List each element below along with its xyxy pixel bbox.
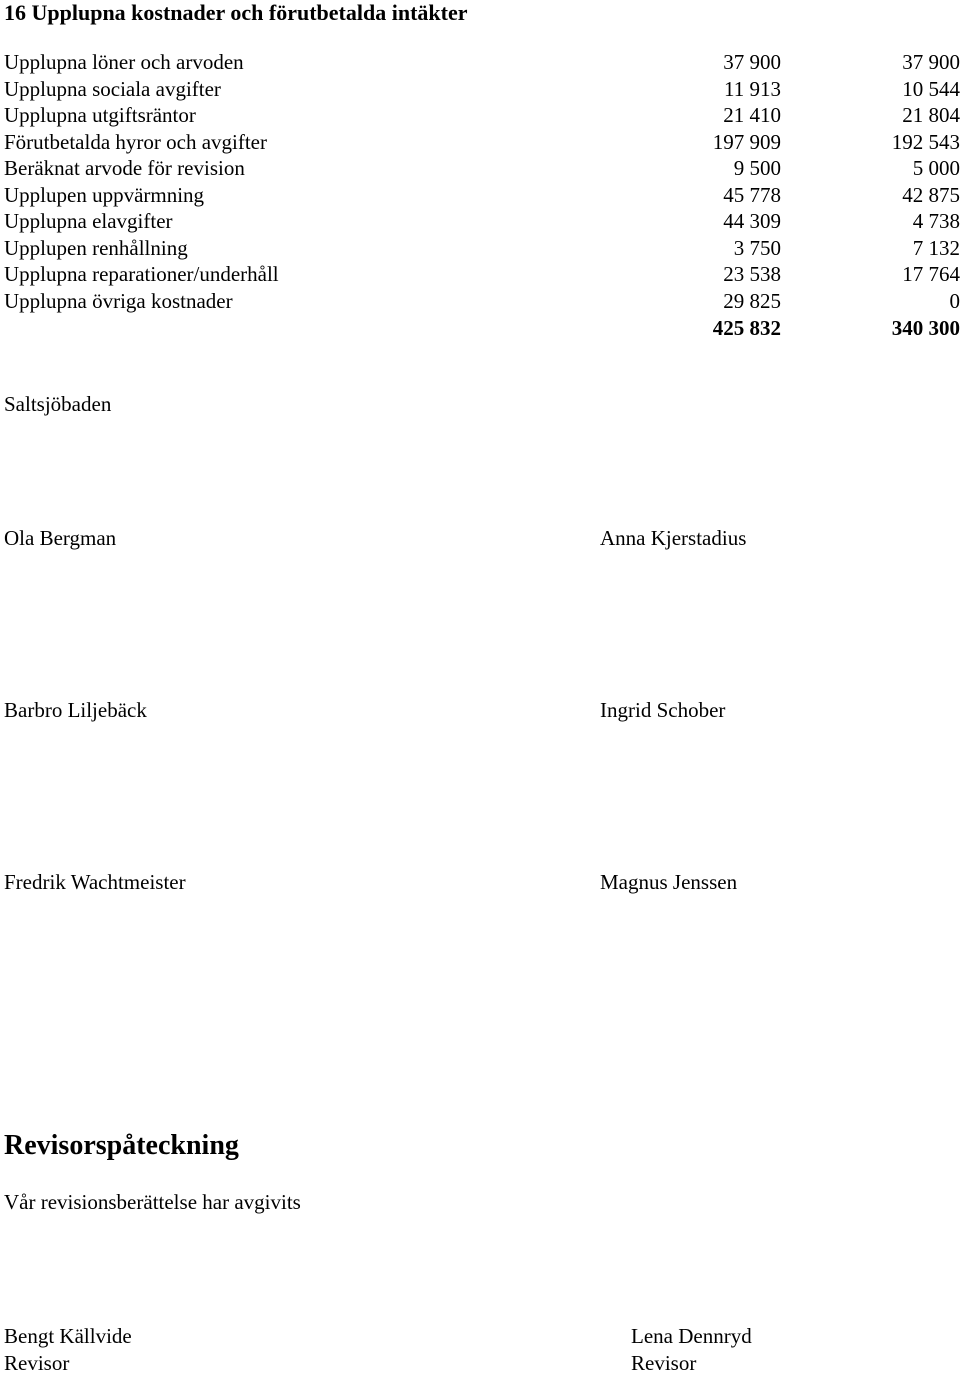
row-label: Upplupna löner och arvoden bbox=[4, 52, 244, 73]
row-label: Upplupna övriga kostnader bbox=[4, 291, 233, 312]
current-year-value: 197 909 bbox=[713, 132, 781, 153]
current-year-value: 37 900 bbox=[723, 52, 781, 73]
table-row bbox=[0, 264, 960, 290]
table-row bbox=[0, 105, 960, 131]
previous-year-value: 5 000 bbox=[913, 158, 960, 179]
total-row bbox=[0, 318, 960, 344]
previous-year-value: 37 900 bbox=[902, 52, 960, 73]
row-label: Beräknat arvode för revision bbox=[4, 158, 245, 179]
signatory-name: Magnus Jenssen bbox=[600, 872, 737, 893]
auditor-signature bbox=[631, 1326, 752, 1374]
current-year-value: 9 500 bbox=[734, 158, 781, 179]
signatory-name: Barbro Liljebäck bbox=[4, 700, 147, 721]
table-row bbox=[0, 291, 960, 317]
signatory-name: Ingrid Schober bbox=[600, 700, 725, 721]
current-year-value: 45 778 bbox=[723, 185, 781, 206]
previous-year-total: 340 300 bbox=[892, 318, 960, 339]
row-label: Förutbetalda hyror och avgifter bbox=[4, 132, 267, 153]
row-label: Upplupen renhållning bbox=[4, 238, 188, 259]
current-year-value: 3 750 bbox=[734, 238, 781, 259]
previous-year-value: 42 875 bbox=[902, 185, 960, 206]
previous-year-value: 10 544 bbox=[902, 79, 960, 100]
table-row bbox=[0, 238, 960, 264]
audit-heading: Revisorspåteckning bbox=[4, 1132, 239, 1160]
table-row bbox=[0, 185, 960, 211]
previous-year-value: 192 543 bbox=[892, 132, 960, 153]
current-year-value: 21 410 bbox=[723, 105, 781, 126]
table-row bbox=[0, 132, 960, 158]
table-row bbox=[0, 158, 960, 184]
current-year-value: 11 913 bbox=[724, 79, 781, 100]
signatory-name: Anna Kjerstadius bbox=[600, 528, 746, 549]
previous-year-value: 0 bbox=[950, 291, 960, 312]
current-year-total: 425 832 bbox=[713, 318, 781, 339]
current-year-value: 29 825 bbox=[723, 291, 781, 312]
audit-statement: Vår revisionsberättelse har avgivits bbox=[4, 1192, 301, 1213]
previous-year-value: 4 738 bbox=[913, 211, 960, 232]
previous-year-value: 21 804 bbox=[902, 105, 960, 126]
auditor-role: Revisor bbox=[4, 1353, 132, 1374]
auditor-role: Revisor bbox=[631, 1353, 752, 1374]
row-label: Upplupna elavgifter bbox=[4, 211, 173, 232]
signing-place: Saltsjöbaden bbox=[4, 394, 111, 415]
auditor-name: Bengt Källvide bbox=[4, 1326, 132, 1347]
table-row bbox=[0, 211, 960, 237]
auditor-signature bbox=[4, 1326, 132, 1374]
row-label: Upplupna reparationer/underhåll bbox=[4, 264, 279, 285]
row-label: Upplupen uppvärmning bbox=[4, 185, 204, 206]
row-label: Upplupna utgiftsräntor bbox=[4, 105, 196, 126]
previous-year-value: 17 764 bbox=[902, 264, 960, 285]
table-row bbox=[0, 79, 960, 105]
previous-year-value: 7 132 bbox=[913, 238, 960, 259]
table-row bbox=[0, 52, 960, 78]
signatory-name: Fredrik Wachtmeister bbox=[4, 872, 186, 893]
current-year-value: 44 309 bbox=[723, 211, 781, 232]
auditor-name: Lena Dennryd bbox=[631, 1326, 752, 1347]
note-title: 16 Upplupna kostnader och förutbetalda intäkter bbox=[4, 2, 468, 24]
row-label: Upplupna sociala avgifter bbox=[4, 79, 221, 100]
current-year-value: 23 538 bbox=[723, 264, 781, 285]
signatory-name: Ola Bergman bbox=[4, 528, 116, 549]
